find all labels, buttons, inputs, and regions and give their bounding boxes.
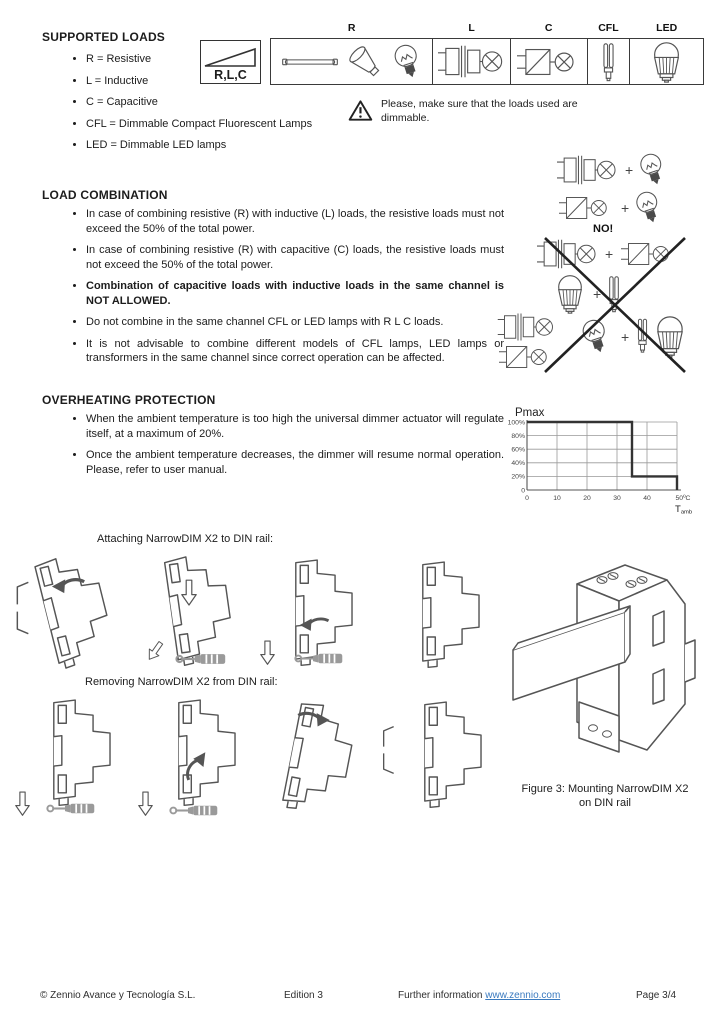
plus-sign: + [605,246,614,262]
strip-label-led: LED [656,22,678,34]
load-combination-title: LOAD COMBINATION [42,188,168,202]
overheating-title: OVERHEATING PROTECTION [42,393,216,407]
remove-step-2 [131,692,246,830]
incandescent-bulb-icon [630,187,666,229]
list-item: • In case of combining resistive (R) with capacitive (C) loads, the resistive loads must not exceed the 50% of the total power. [86,243,504,272]
allowed-combo-capacitive-bulb [557,190,662,225]
x-tick: 40 [643,495,651,502]
list-item: • When the ambient temperature is too high the universal dimmer actuator will regulate itself, at a maximum of 20%. [86,412,504,441]
attach-step-3 [252,550,367,678]
attach-step-4 [373,550,488,678]
plus-sign: + [625,161,634,178]
allowed-combo-inductive-bulb [557,152,666,187]
footer-link[interactable]: www.zennio.com [485,990,561,1001]
strip-section-cfl [587,22,630,84]
y-tick: 0 [521,487,525,495]
list-item: • In case of combining resistive (R) with inductive (L) loads, the resistive loads must not exceed the 50% of the total power. [86,207,504,236]
x-tick: 10 [553,495,561,502]
din-rail-icon [17,582,28,633]
capacitive-load-icon [557,193,615,223]
list-item: • Combination of capacitive loads with inductive loads in the same channel is NOT ALLOWED. [86,279,504,308]
plus-sign: + [621,329,630,345]
list-item: • It is not advisable to combine different models of CFL lamps, LED lamps or transformers in the same channel since correct operation can be affected. [86,337,504,366]
plus-sign: + [621,199,630,216]
arrow-down-icon [261,641,275,664]
strip-section-capacitive [510,22,587,84]
incandescent-bulb-icon [634,149,670,191]
x-tick: 0 [525,495,529,502]
remove-sequence [10,692,488,830]
device-3d-figure [505,552,705,777]
x-tick: 50ºC [675,495,691,502]
warning-icon [348,98,373,123]
remove-step-1 [10,692,125,830]
strip-section-led [629,22,703,84]
plus-sign: + [593,286,602,302]
rlc-dimmer-box [200,40,261,84]
y-tick: 60% [511,446,525,454]
list-item: • Do not combine in the same channel CFL or LED lamps with R L C loads. [86,315,504,330]
inductive-load-icon [557,154,619,186]
strip-label-cfl: CFL [598,22,619,34]
device-side-icon [54,700,110,805]
spotlight-icon [348,45,382,79]
figure-caption-line2: on DIN rail [579,797,631,809]
footer-edition: Edition 3 [284,990,323,1001]
cfl-lamp-icon [601,42,616,82]
attach-sequence [10,550,488,678]
strip-label-r: R [347,22,356,34]
load-combination-list [62,207,504,373]
x-tick: 20 [583,495,591,502]
y-tick: 20% [511,473,525,481]
arrow-down-icon [144,639,165,662]
load-combination-diagram [495,150,724,385]
list-item: • R = Resistive [86,52,416,67]
y-tick: 40% [511,460,525,468]
device-side-icon [179,700,235,805]
strip-label-c: C [544,22,553,34]
list-item: • Once the ambient temperature decreases, the dimmer will resume normal operation. Please, refer to user manual. [86,448,504,477]
din-rail-icon [384,727,394,774]
x-tick: 30 [613,495,621,502]
figure-caption-line1: Figure 3: Mounting NarrowDIM X2 [521,783,689,795]
device-side-icon [423,562,479,667]
rlc-box-label: R,L,C [214,68,247,82]
remove-step-4 [373,692,488,830]
list-item: • C = Capacitive [86,95,416,110]
list-item: • CFL = Dimmable Compact Fluorescent Lamps [86,117,416,132]
footer-further-info-label: Further information [398,990,486,1001]
load-types-strip [270,22,704,85]
attach-step-2 [131,550,246,678]
y-tick: 100% [507,419,525,427]
overheating-list [62,412,504,484]
pmax-step-line [527,422,677,490]
x-axis-label: Tamb [675,504,693,516]
attach-caption: Attaching NarrowDIM X2 to DIN rail: [97,533,274,545]
remove-step-3 [252,692,367,830]
strip-section-inductive [432,22,510,84]
device-side-icon [164,552,236,666]
screwdriver-icon [47,804,94,813]
capacitive-load-icon [517,44,581,80]
dimmable-warning [348,98,610,125]
no-label: NO! [593,223,614,235]
arrow-down-icon [16,792,30,815]
pmax-chart [503,402,713,517]
y-tick: 80% [511,432,525,440]
incandescent-bulb-icon [388,39,427,83]
led-bulb-icon [649,41,684,83]
dimmer-ramp-icon [203,46,258,68]
strip-label-l: L [468,22,475,34]
list-item: • LED = Dimmable LED lamps [86,138,416,153]
device-side-icon [425,702,481,807]
device-side-icon [296,560,352,665]
remove-caption: Removing NarrowDIM X2 from DIN rail: [85,676,278,688]
strip-section-resistive [271,22,432,84]
inductive-load-icon [438,44,506,79]
device-side-icon [34,550,117,669]
footer-copyright: © Zennio Avance y Tecnología S.L. [40,990,196,1001]
footer-further-info [398,990,560,1001]
no-cross-icon [541,234,689,376]
footer-page-number: Page 3/4 [636,990,677,1001]
heater-tube-icon [282,58,338,66]
supported-loads-title: SUPPORTED LOADS [42,30,166,44]
warning-text: Please, make sure that the loads used are dimmable. [380,98,578,124]
list-item: • L = Inductive [86,74,416,89]
screwdriver-icon [170,806,217,815]
attach-step-1 [10,550,125,678]
figure-caption [495,782,715,810]
arrow-down-icon [139,792,153,815]
chart-title: Pmax [515,407,545,419]
